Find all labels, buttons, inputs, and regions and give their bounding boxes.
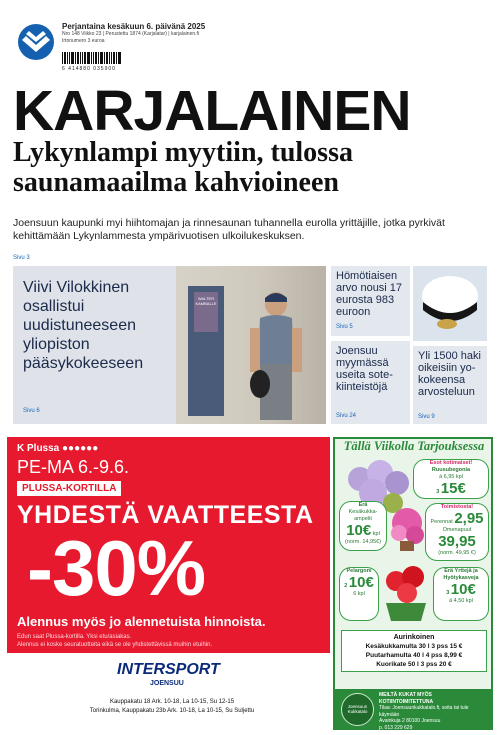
teaser-bird-value[interactable] (331, 266, 410, 336)
store-city: JOENSUU (150, 680, 184, 687)
pelargoni-old-price: 6 kpl (353, 591, 365, 597)
student-cap-icon (413, 266, 487, 341)
store-info-box (7, 653, 330, 730)
main-teaser-ref[interactable]: Sivu 6 (23, 408, 40, 414)
intersport-ad[interactable] (7, 437, 330, 730)
issue-price: Irtonumero 3 euroa (62, 38, 105, 44)
yrtit-head: Erä Yrttejä ja Hyötykasveja (443, 568, 479, 581)
teaser-exam-text: Yli 1500 haki oikeisiin yo-kokeensa arvosteluun (418, 350, 481, 398)
teaser-sote-text: Joensuu myymässä useita sote-kiinteistöjä (336, 345, 393, 393)
main-teaser-text: Viivi Vilokkinen osallistui uudistuneeseen yliopiston pääsykokeeseen (23, 279, 144, 372)
ad-offer-heading: YHDESTÄ VAATTEESTA (17, 501, 314, 529)
main-headline[interactable]: Lykynlampi myytiin, tulossa saunamaailma kahvioineen (13, 137, 353, 198)
ad-fineprint (17, 633, 317, 649)
masthead: KARJALAINEN (13, 79, 411, 143)
begonia-item: Ruusubegonia (431, 467, 471, 473)
intersport-logo: INTERSPORT (117, 661, 220, 678)
perennat-price: 2,95 (454, 510, 484, 527)
omenapuut-old-price: (norm. 49,95 €) (438, 550, 476, 556)
kukkatalo-footer (335, 689, 491, 735)
ampeli-head: Erä (358, 502, 368, 508)
perennat-item: Perennat (430, 519, 453, 525)
student-photo (176, 266, 326, 424)
teaser-bird-ref[interactable]: Sivu 5 (336, 324, 353, 330)
plussa-logo: K Plussa ●●●●●● (17, 443, 99, 454)
yrtit-offer (433, 567, 489, 621)
ampeli-item: Kesäkukka-ampelit (348, 509, 378, 522)
perennat-offer (425, 503, 489, 561)
opening-hours: PALVELEMME JOKA PÄIVÄ klo 8-19 (379, 731, 465, 735)
teaser-sote[interactable] (331, 341, 410, 424)
pelargoni-qty: 2 (344, 583, 348, 589)
omenapuut-item: Omenapuut (442, 527, 472, 533)
ad-fineprint-2: Alennus ei koske seuratuotteita eikä se ole yhdistettävissä muihin etuihin. (17, 642, 213, 648)
lead-page-ref[interactable]: Sivu 3 (13, 255, 30, 261)
pelargoni-offer (339, 567, 379, 621)
omenapuut-price: 39,95 (438, 533, 476, 550)
kukkatalo-logo: Joensuun Kukkatalo (341, 693, 374, 726)
ampeli-price: 10€ (346, 522, 372, 539)
yrtit-qty: 3 (446, 590, 450, 596)
ad-dates: PE-MA 6.-9.6. (17, 457, 130, 477)
issue-info: Nro 148 Viikko 23 | Perustettu 1874 (Karjalatar) | karjalainen.fi (62, 31, 200, 37)
begonia-head: Esot kotimaiset! (429, 460, 473, 466)
ad-fineprint-1: Edun saat Plussa-kortilla. Yksi etu/asiakas. (17, 634, 132, 640)
person-figure-icon (246, 288, 306, 424)
soil-offer-1: Kesäkukkamulta 30 l 3 pss 15 € (365, 643, 463, 650)
hanging-basket-icon (387, 505, 427, 555)
issue-date: Perjantaina kesäkuun 6. päivänä 2025 (62, 22, 206, 31)
kukkatalo-contact (379, 692, 487, 735)
pelargoni-head: Pelargoni (346, 568, 372, 574)
begonia-offer (413, 459, 489, 499)
discount-percent: -30% (27, 524, 206, 612)
flower-ad-title: Tällä Viikolla Tarjouksessa (343, 439, 485, 453)
ampeli-offer (339, 501, 387, 551)
shop-address: Avainkuja 2 80100 Joensuu (379, 718, 441, 724)
ad-subline: Alennus myös jo alennetuista hinnoista. (17, 614, 266, 629)
store-address-2: Torinkulma, Kauppakatu 23b Ark. 10-18, La 10-15, Su Suljettu (89, 708, 255, 714)
begonia-price: 15€ (440, 480, 466, 497)
lead-paragraph: Joensuun kaupunki myi hiihtomajan ja rinnesaunan tuhannella eurolla yrittäjille, jotka pyrkivät kehittämään Lykynlammesta ympärivuotisen ulkoilukeskuksen. (13, 217, 445, 242)
soil-heading: Aurinkoinen (393, 634, 435, 641)
yrtit-price: 10€ (450, 581, 476, 598)
soil-offer-3: Kuorikate 50 l 3 pss 20 € (376, 661, 452, 668)
pelargonium-icon (381, 563, 431, 623)
newspaper-header (0, 0, 500, 80)
teaser-sote-ref[interactable]: Sivu 24 (336, 413, 357, 419)
door-sign: WALTER KAMBALLE (194, 292, 218, 332)
karjalainen-logo-icon (14, 22, 58, 62)
issue-meta (62, 22, 322, 45)
pelargoni-price: 10€ (348, 574, 374, 591)
begonia-qty: 3 (436, 489, 440, 495)
store-addresses (67, 698, 277, 716)
plussa-kortilla-badge: PLUSSA-KORTILLA (17, 481, 121, 496)
teaser-row (13, 266, 487, 426)
delivery-heading: MEILTÄ KUKAT MYÖS KOTIINTOIMITETTUNA (379, 692, 434, 705)
barcode-number: 6 414880 035900 (62, 66, 116, 72)
begonia-old-price: á 6,95 kpl (439, 474, 463, 480)
teaser-exam-ref[interactable]: Sivu 9 (418, 414, 435, 420)
soil-offers (341, 630, 487, 672)
order-info: Tilaa: Joensuunkukkatalo.fi, soita tai tule käymään (379, 705, 469, 718)
soil-offer-2: Puutarhamulta 40 l 4 pss 8,99 € (365, 652, 463, 659)
teaser-exam[interactable] (413, 346, 487, 424)
student-cap-photo (413, 266, 487, 341)
kukkatalo-ad[interactable] (333, 437, 493, 735)
yrtit-old-price: á 4,50 kpl (449, 598, 473, 604)
shop-phone: p. 013 229 629 (379, 724, 413, 731)
store-address-1: Kauppakatu 18 Ark. 10-18, La 10-15, Su 12-15 (109, 699, 235, 705)
perennat-head: Toimistosta! (440, 504, 474, 510)
ampeli-old-price: (norm. 14,95€) (344, 539, 382, 545)
teaser-bird-text: Hömötiaisen arvo nousi 17 eurosta 983 euroon (336, 270, 403, 318)
ampeli-unit: kpl (372, 531, 380, 537)
